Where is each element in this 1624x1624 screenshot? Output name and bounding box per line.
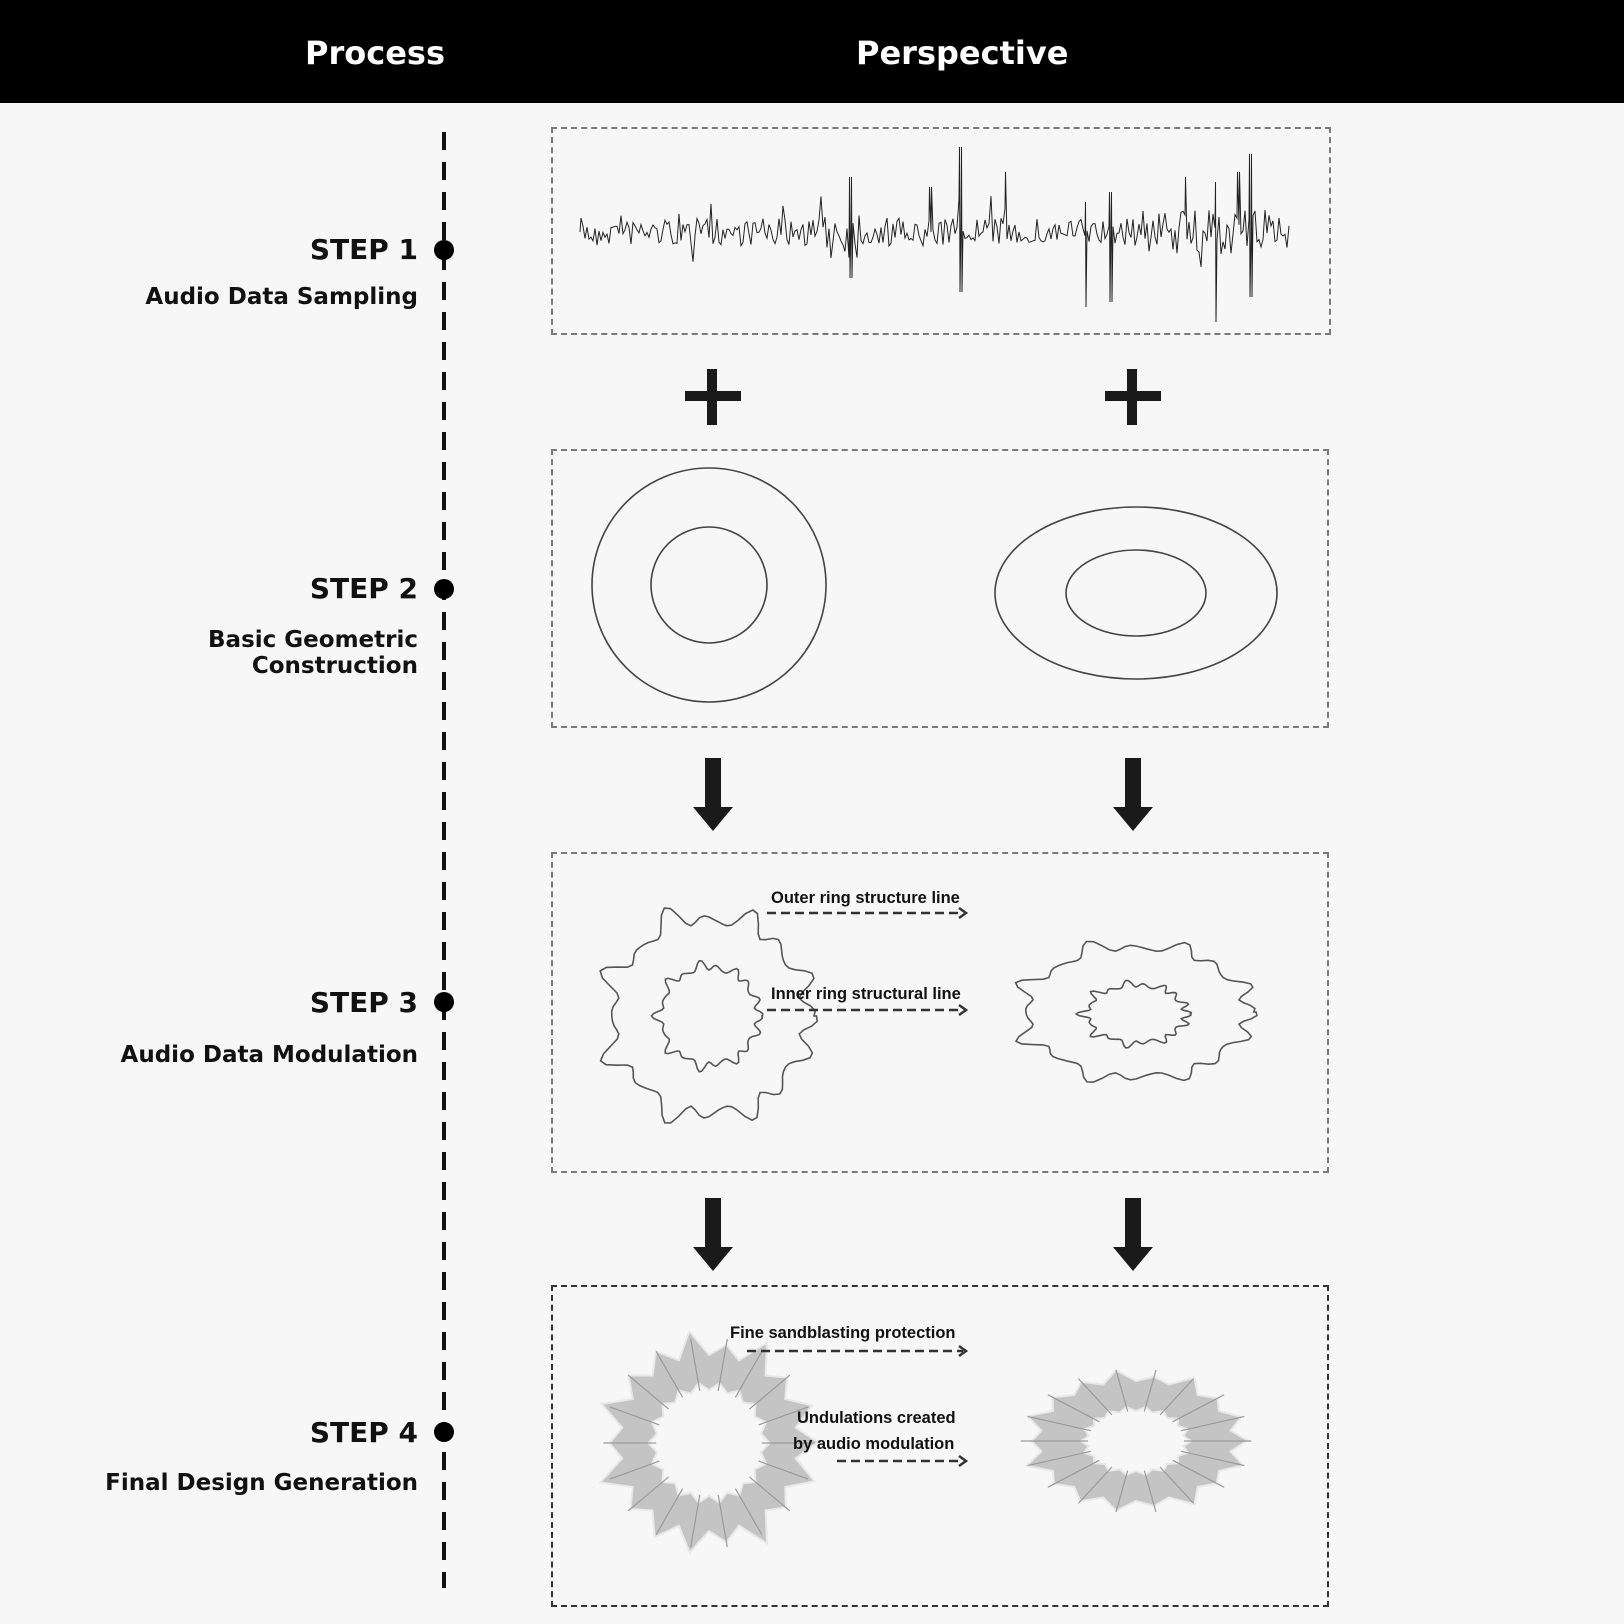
undulations-pointer-arrow: [835, 1455, 975, 1467]
column-header-perspective: Perspective: [856, 34, 1069, 72]
perspective-final-render: [1021, 1370, 1251, 1512]
inner-ring-label: Inner ring structural line: [771, 985, 961, 1003]
arrow-down-icon: [1109, 755, 1157, 835]
column-header-process: Process: [305, 34, 445, 72]
sandblasting-pointer-arrow: [745, 1345, 975, 1357]
step-4-marker: [434, 1422, 454, 1442]
header-bar: [0, 0, 1624, 103]
step-1-title: STEP 1: [309, 233, 418, 266]
perspective-inner-modulated-ring: [1076, 980, 1191, 1048]
plus-icon: [683, 367, 743, 427]
perspective-outer-ring: [995, 507, 1277, 679]
front-outer-ring: [592, 468, 826, 702]
perspective-outer-modulated-ring: [1016, 942, 1257, 1083]
outer-ring-label: Outer ring structure line: [771, 889, 960, 907]
step-1-subtitle: Audio Data Sampling: [145, 284, 418, 310]
step-2-subtitle-line1: Basic Geometric: [208, 627, 418, 653]
step-4-subtitle: Final Design Generation: [105, 1470, 418, 1496]
step-3-marker: [434, 992, 454, 1012]
inner-ring-pointer-arrow: [765, 1004, 975, 1016]
arrow-down-icon: [689, 1195, 737, 1275]
front-inner-modulated-ring: [652, 961, 763, 1072]
waveform-trace: [580, 147, 1289, 322]
step-2-subtitle-line2: Construction: [251, 653, 418, 679]
step-3-title: STEP 3: [309, 986, 418, 1019]
front-final-render: [600, 1331, 819, 1552]
arrow-down-icon: [1109, 1195, 1157, 1275]
step-2-marker: [434, 579, 454, 599]
plus-icon: [1103, 367, 1163, 427]
audio-waveform: [580, 140, 1300, 340]
front-inner-ring: [651, 527, 767, 643]
arrow-down-icon: [689, 755, 737, 835]
outer-ring-pointer-arrow: [765, 907, 975, 919]
process-timeline: [442, 132, 446, 1588]
undulations-label-line2: by audio modulation: [793, 1435, 955, 1453]
step-3-subtitle: Audio Data Modulation: [120, 1042, 418, 1068]
step-1-marker: [434, 240, 454, 260]
undulations-label-line1: Undulations created: [797, 1409, 956, 1427]
step-4-title: STEP 4: [309, 1416, 418, 1449]
step-2-title: STEP 2: [309, 572, 418, 605]
geometric-rings: [551, 449, 1329, 728]
perspective-inner-ring: [1066, 550, 1206, 636]
sandblasting-label: Fine sandblasting protection: [730, 1324, 956, 1342]
